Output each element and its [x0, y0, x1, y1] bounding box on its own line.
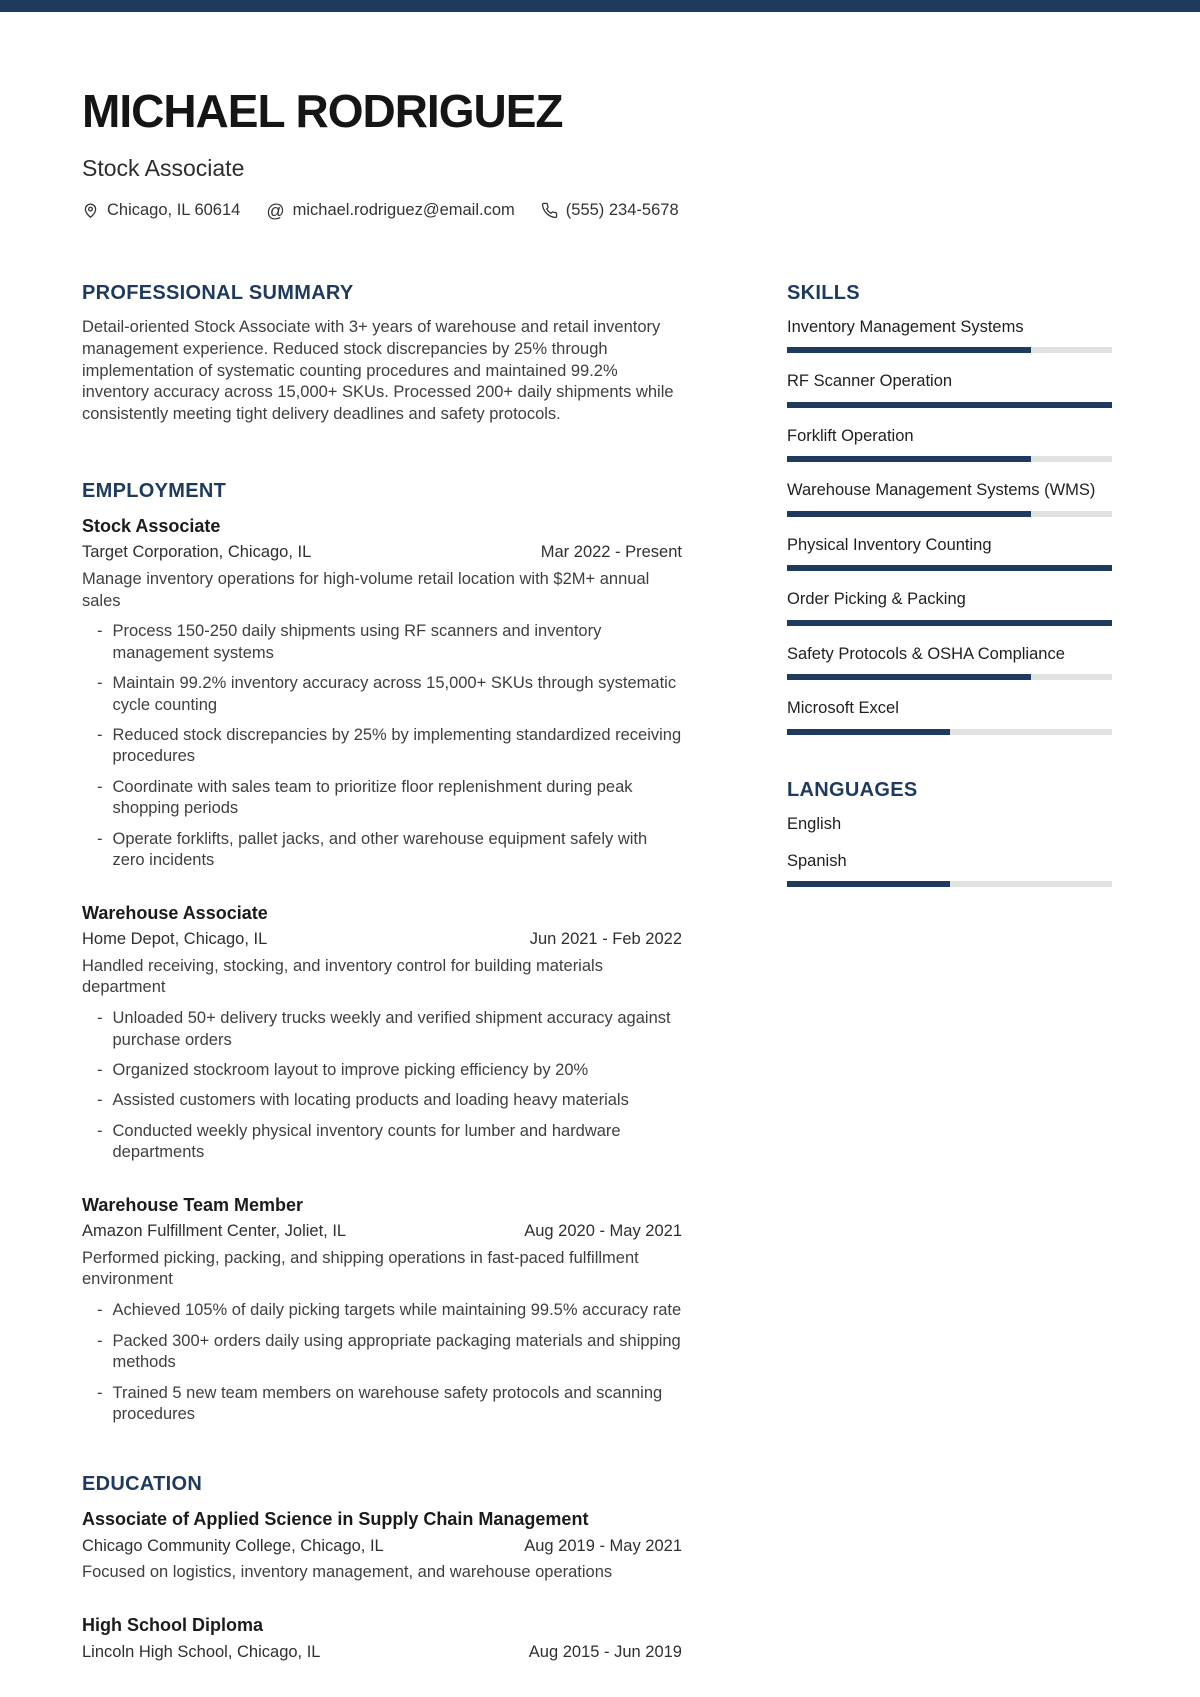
bullet-dash: - — [97, 777, 103, 796]
bullet-text: Trained 5 new team members on warehouse safety protocols and scanning procedures — [112, 1383, 663, 1423]
phone-text: (555) 234-5678 — [565, 201, 679, 219]
job-entry — [82, 1194, 682, 1426]
skill-item — [787, 589, 1112, 625]
columns — [82, 282, 1112, 1663]
bullet-dash: - — [97, 1383, 103, 1402]
skill-item — [787, 535, 1112, 571]
email-at-icon: @ — [266, 200, 285, 221]
jobs-list — [82, 515, 682, 1426]
skill-label: Safety Protocols & OSHA Compliance — [787, 644, 1065, 663]
contact-location — [82, 201, 240, 220]
employment-section — [82, 480, 682, 1426]
skill-item — [787, 480, 1112, 516]
skill-bar — [787, 456, 1112, 462]
bullet-text: Maintain 99.2% inventory accuracy across 15,000+ SKUs through systematic cycle counting — [112, 674, 677, 714]
bullet-text: Process 150-250 daily shipments using RF scanners and inventory management systems — [112, 622, 602, 662]
skill-label: Forklift Operation — [787, 426, 914, 445]
skill-item — [787, 644, 1112, 680]
skill-bar-fill — [787, 729, 950, 735]
skill-bar — [787, 511, 1112, 517]
skills-section — [787, 282, 1112, 735]
languages-list — [787, 814, 1112, 888]
bullet-list — [82, 621, 682, 871]
bullet-item — [82, 725, 682, 768]
education-org-row — [82, 1642, 682, 1663]
job-org-row — [82, 1221, 682, 1242]
skill-bar-fill — [787, 402, 1112, 408]
bullet-dash: - — [97, 1121, 103, 1140]
job-date-range: Jun 2021 - Feb 2022 — [529, 930, 682, 949]
phone-icon — [541, 202, 558, 219]
skill-label: Physical Inventory Counting — [787, 535, 992, 554]
bullet-text: Operate forklifts, pallet jacks, and other warehouse equipment safely with zero incidents — [112, 829, 648, 870]
bullet-list — [82, 1300, 682, 1425]
bullet-item — [82, 1060, 682, 1081]
candidate-title: Stock Associate — [82, 155, 245, 181]
skill-label: Inventory Management Systems — [787, 318, 1024, 336]
education-degree: High School Diploma — [82, 1615, 264, 1636]
education-entry — [82, 1614, 682, 1663]
job-org-row — [82, 929, 682, 950]
bullet-item — [82, 1090, 682, 1111]
school-name: Chicago Community College, Chicago, IL — [82, 1536, 384, 1555]
bullet-dash: - — [97, 1009, 103, 1028]
bullet-item — [82, 621, 682, 664]
bullet-dash: - — [97, 1301, 103, 1320]
job-date-range: Mar 2022 - Present — [540, 543, 682, 562]
bullet-text: Conducted weekly physical inventory counts for lumber and hardware departments — [112, 1121, 621, 1162]
company-name: Home Depot, Chicago, IL — [82, 930, 268, 949]
skill-item — [787, 698, 1112, 734]
summary-heading: PROFESSIONAL SUMMARY — [82, 282, 354, 304]
skill-bar — [787, 729, 1112, 735]
left-column — [82, 282, 682, 1663]
job-title: Warehouse Team Member — [82, 1194, 304, 1215]
bullet-dash: - — [97, 1061, 103, 1080]
skill-bar — [787, 620, 1112, 626]
skill-item — [787, 317, 1112, 353]
skill-bar-fill — [787, 674, 1031, 680]
skill-label: Order Picking & Packing — [787, 590, 966, 609]
bullet-item — [82, 1383, 682, 1426]
skills-heading: SKILLS — [787, 282, 860, 304]
skill-item — [787, 851, 1112, 887]
skill-bar-fill — [787, 511, 1031, 517]
bullet-text: Packed 300+ orders daily using appropriate packaging materials and shipping methods — [112, 1331, 681, 1372]
summary-text: Detail-oriented Stock Associate with 3+ years of warehouse and retail inventory management experience. Reduced stock discrepancies by 25% through implementation of systematic counting procedures and maintained 99.2% inventory accuracy across 15,000+ SKUs. Processed 200+ daily shipments while consistently meeting tight delivery deadlines and safety protocols. — [82, 318, 674, 424]
skill-item — [787, 426, 1112, 462]
bullet-dash: - — [97, 1331, 103, 1350]
bullet-item — [82, 1121, 682, 1164]
bullet-item — [82, 1300, 682, 1321]
bullet-text: Coordinate with sales team to prioritize floor replenishment during peak shopping periods — [112, 777, 633, 818]
right-column — [787, 282, 1112, 1663]
education-heading: EDUCATION — [82, 1473, 203, 1496]
education-degree: Associate of Applied Science in Supply Chain Management — [82, 1509, 589, 1530]
bullet-item — [82, 777, 682, 820]
bullet-list — [82, 1008, 682, 1164]
top-accent-bar — [0, 0, 1200, 12]
bullet-text: Organized stockroom layout to improve picking efficiency by 20% — [112, 1061, 589, 1080]
education-section — [82, 1473, 682, 1663]
skill-item — [787, 371, 1112, 407]
job-desc: Handled receiving, stocking, and inventory control for building materials department — [82, 956, 603, 997]
education-date-range: Aug 2019 - May 2021 — [524, 1536, 682, 1555]
bullet-text: Unloaded 50+ delivery trucks weekly and verified shipment accuracy against purchase orders — [112, 1009, 671, 1049]
skill-bar — [787, 881, 1112, 887]
education-desc: Focused on logistics, inventory management, and warehouse operations — [82, 1563, 613, 1582]
job-title: Warehouse Associate — [82, 902, 268, 923]
education-org-row — [82, 1536, 682, 1557]
company-name: Amazon Fulfillment Center, Joliet, IL — [82, 1222, 347, 1241]
skill-bar-fill — [787, 881, 950, 887]
job-entry — [82, 515, 682, 872]
job-entry — [82, 902, 682, 1164]
location-pin-icon — [82, 202, 99, 219]
skill-bar-fill — [787, 620, 1112, 626]
contact-row — [82, 201, 1112, 220]
resume-content — [0, 12, 1200, 1663]
bullet-text: Assisted customers with locating products and loading heavy materials — [112, 1091, 629, 1110]
bullet-dash: - — [97, 674, 103, 693]
job-title: Stock Associate — [82, 515, 221, 536]
bullet-dash: - — [97, 622, 103, 641]
bullet-dash: - — [97, 1091, 103, 1110]
bullet-item — [82, 1008, 682, 1051]
skill-bar — [787, 674, 1112, 680]
company-name: Target Corporation, Chicago, IL — [82, 543, 312, 562]
employment-heading: EMPLOYMENT — [82, 479, 227, 502]
skill-bar — [787, 565, 1112, 571]
job-date-range: Aug 2020 - May 2021 — [524, 1222, 682, 1241]
skill-bar — [787, 402, 1112, 408]
summary-section — [82, 282, 682, 426]
contact-phone — [541, 201, 679, 220]
skill-bar-fill — [787, 565, 1112, 571]
bullet-dash: - — [97, 726, 103, 745]
email-text: michael.rodriguez@email.com — [292, 201, 515, 219]
skill-item — [787, 814, 1112, 835]
candidate-name: MICHAEL RODRIGUEZ — [82, 85, 563, 137]
education-entry — [82, 1508, 682, 1584]
education-date-range: Aug 2015 - Jun 2019 — [528, 1642, 682, 1661]
job-org-row — [82, 542, 682, 563]
skill-label: Spanish — [787, 851, 847, 870]
bullet-item — [82, 1331, 682, 1374]
bullet-item — [82, 673, 682, 716]
skill-bar — [787, 347, 1112, 353]
skill-bar-fill — [787, 347, 1031, 353]
languages-section — [787, 779, 1112, 888]
bullet-item — [82, 829, 682, 872]
skill-bar-fill — [787, 456, 1031, 462]
job-desc: Manage inventory operations for high-volume retail location with $2M+ annual sales — [82, 569, 650, 610]
skill-label: RF Scanner Operation — [787, 372, 953, 391]
languages-heading: LANGUAGES — [787, 778, 918, 801]
skill-label: Warehouse Management Systems (WMS) — [787, 481, 1096, 500]
skills-list — [787, 317, 1112, 735]
job-desc: Performed picking, packing, and shipping operations in fast-paced fulfillment environment — [82, 1248, 639, 1289]
skill-label: Microsoft Excel — [787, 699, 899, 718]
bullet-text: Achieved 105% of daily picking targets while maintaining 99.5% accuracy rate — [112, 1301, 682, 1320]
bullet-text: Reduced stock discrepancies by 25% by implementing standardized receiving procedures — [112, 726, 682, 766]
school-name: Lincoln High School, Chicago, IL — [82, 1642, 321, 1661]
bullet-dash: - — [97, 829, 103, 848]
skill-label: English — [787, 814, 842, 833]
location-text: Chicago, IL 60614 — [107, 201, 241, 219]
education-list — [82, 1508, 682, 1663]
contact-email — [266, 201, 514, 220]
